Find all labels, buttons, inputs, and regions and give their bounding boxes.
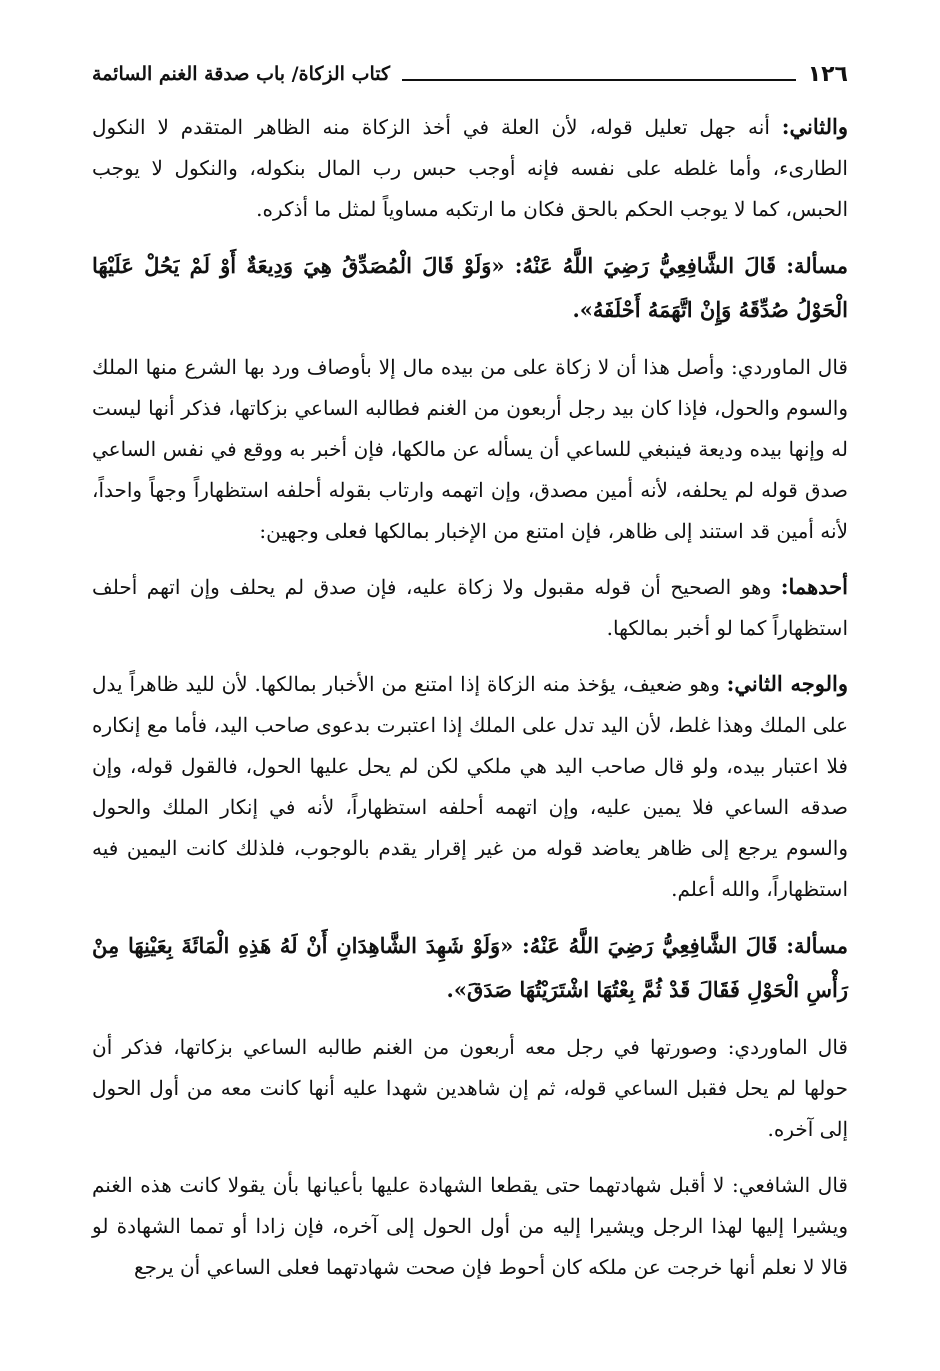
paragraph-text: قال الشافعي: لا أقبل شهادتهما حتى يقطعا الشهادة عليها بأعيانها بأن يقولا كانت هذه الغنم ويشيرا إليها لهذا الرجل ويشيرا إليه من أول الحول إلى آخره، فإن زادا أو تمما الشهادة لو قالا لا نعلم أنها خرجت عن ملكه كان أحوط فإن صحت شهادتهما فعلى الساعي أن يرجع: [92, 1173, 848, 1279]
paragraph-lead: أحدهما:: [780, 574, 848, 599]
shafii-quote: قَالَ الشَّافِعِيُّ رَضِيَ اللَّهُ عَنْهُ: «وَلَوْ قَالَ الْمُصَدِّقُ هِيَ وَدِيعَةٌ أَوْ لَمْ يَحُلْ عَلَيْهَا الْحَوْلُ صُدِّقَهُ وَإِنْ اتَّهَمَهُ أَحْلَفَهُ».: [92, 253, 848, 322]
paragraph-lead: والثاني:: [781, 114, 848, 139]
paragraph-second-point: [92, 106, 848, 230]
paragraph-masala-deposit: [92, 244, 848, 332]
page-header: [92, 56, 848, 92]
running-title: كتاب الزكاة/ باب صدقة الغنم السائمة: [92, 63, 391, 85]
paragraph-text: وهو الصحيح أن قوله مقبول ولا زكاة عليه، فإن صدق لم يحلف وإن اتهم أحلف استظهاراً كما لو أخبر بمالكها.: [92, 575, 848, 640]
header-rule: [402, 79, 796, 81]
paragraph-mawardi-commentary: [92, 346, 848, 552]
paragraph-lead: مسألة:: [786, 933, 848, 958]
paragraph-second-view: [92, 663, 848, 910]
paragraph-shafii-testimony: [92, 1164, 848, 1288]
paragraph-lead: مسألة:: [786, 253, 848, 278]
paragraph-text: قال الماوردي: وأصل هذا أن لا زكاة على من بيده مال إلا بأوصاف ورد بها الشرع منها الملك والسوم والحول، فإذا كان بيد رجل أربعون من الغنم فطالبه الساعي بزكاتها، فذكر أنها ليست له وإنها بيده وديعة فينبغي للساعي أن يسأله عن مالكها، فإن أخبر به ووقع في نفس الساعي صدق قوله لم يحلفه، لأنه أمين مصدق، وإن اتهمه وارتاب بقوله أحلفه استظهاراً وجهاً واحداً، لأنه أمين قد استند إلى ظاهر، فإن امتنع من الإخبار بمالكها فعلى وجهين:: [92, 355, 849, 543]
page-number: ١٢٦: [807, 61, 848, 87]
paragraph-text: أنه جهل تعليل قوله، لأن العلة في أخذ الزكاة منه الظاهر المتقدم لا النكول الطارىء، وأما غلطه على نفسه فإنه أوجب حبس رب المال بنكوله، والنكول لا يوجب الحبس، كما لا يوجب الحكم بالحق فكان ما ارتكبه مساوياً لمثل ما أذكره.: [92, 115, 848, 221]
book-page: [92, 56, 848, 1302]
paragraph-mawardi-scenario: [92, 1026, 848, 1150]
shafii-quote: قَالَ الشَّافِعِيُّ رَضِيَ اللَّهُ عَنْهُ: «وَلَوْ شَهِدَ الشَّاهِدَانِ أَنْ لَهُ هَذِهِ الْمَائَةَ بِعَيْنِهَا مِنْ رَأْسِ الْحَوْلِ فَقَالَ قَدْ ثُمَّ بِعْتُهَا اشْتَرَيْتُهَا صَدَقَ».: [92, 933, 848, 1002]
paragraph-text: وهو ضعيف، يؤخذ منه الزكاة إذا امتنع من الأخبار بمالكها. لأن لليد ظاهراً يدل على الملك وهذا غلط، لأن اليد تدل على الملك إذا اعتبرت بدعوى صاحب اليد، فأما مع إنكاره فلا اعتبار بيده، ولو قال صاحب اليد هي ملكي لكن لم يحل عليها الحول، فالقول قوله، وإن صدقه الساعي فلا يمين عليه، وإن اتهمه أحلفه استظهاراً، لأنه في إنكار الملك والحول والسوم يرجع إلى ظاهر يعاضد قوله من غير إقرار يقدم بالوجوب، فلذلك كانت اليمين فيه استظهاراً، والله أعلم.: [92, 672, 849, 901]
paragraph-text: قال الماوردي: وصورتها في رجل معه أربعون من الغنم طالبه الساعي بزكاتها، فذكر أن حولها لم يحل فقبل الساعي قوله، ثم إن شاهدين شهدا عليه أنها كانت معه من أول الحول إلى آخره.: [92, 1035, 848, 1141]
paragraph-lead: والوجه الثاني:: [726, 671, 848, 696]
paragraph-first-view: [92, 566, 848, 649]
paragraph-masala-witnesses: [92, 924, 848, 1012]
